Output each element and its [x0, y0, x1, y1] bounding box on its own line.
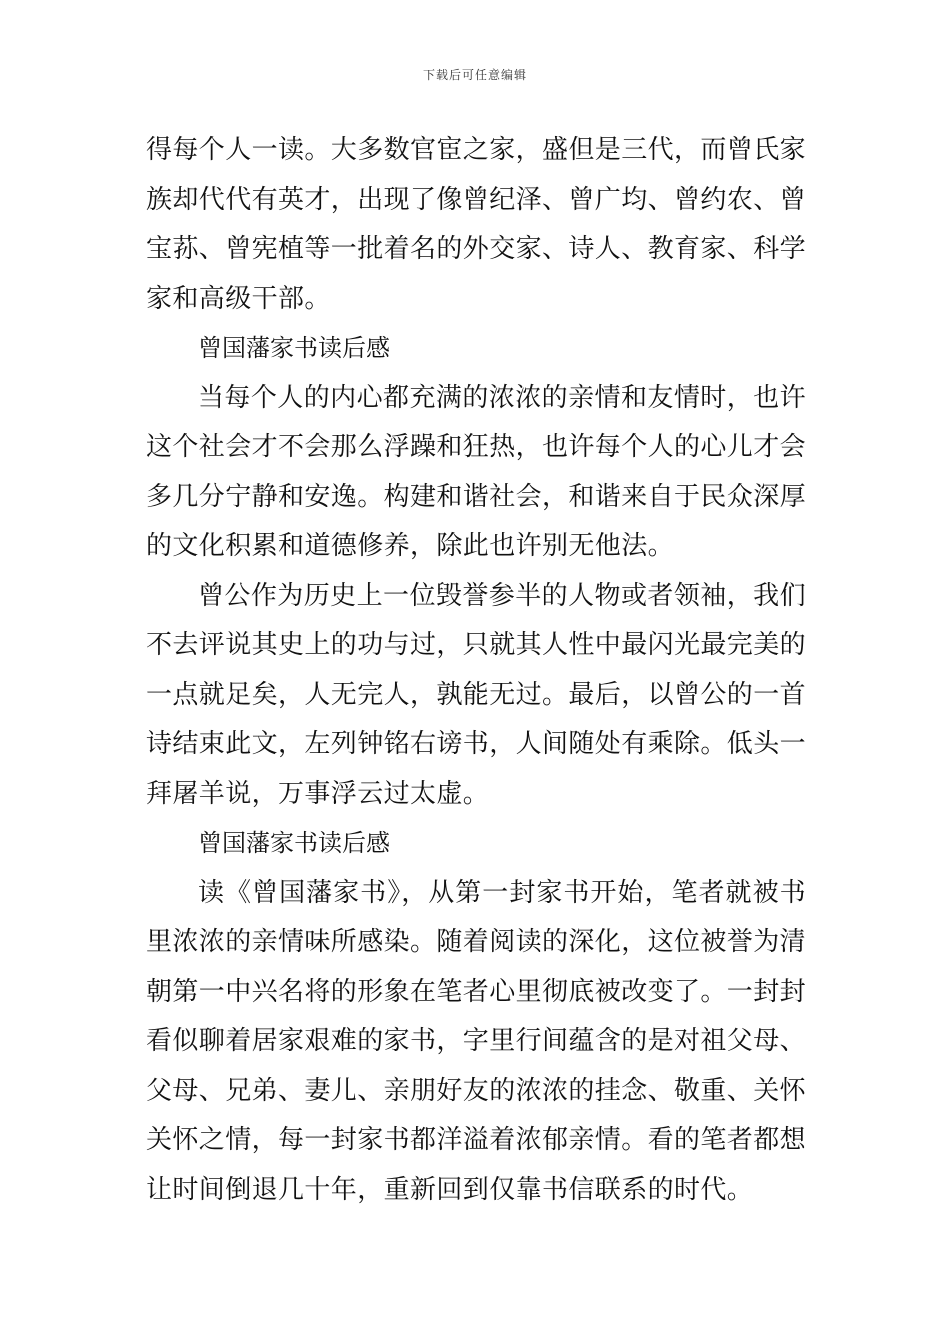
document-body	[146, 126, 806, 1215]
section-heading: 曾国藩家书读后感	[198, 334, 390, 362]
paragraph: 当每个人的内心都充满的浓浓的亲情和友情时，也许这个社会才不会那么浮躁和狂热，也许每个人的心儿才会多几分宁静和安逸。构建和谐社会，和谐来自于民众深厚的文化积累和道德修养，除此也许别无他法。	[146, 382, 807, 561]
section-heading: 曾国藩家书读后感	[198, 829, 390, 857]
paragraph-continuation: 得每个人一读。大多数官宦之家，盛但是三代，而曾氏家族却代代有英才，出现了像曾纪泽、曾广均、曾约农、曾宝荪、曾宪植等一批着名的外交家、诗人、教育家、科学家和高级干部。	[146, 135, 807, 314]
paragraph: 读《曾国藩家书》，从第一封家书开始，笔者就被书里浓浓的亲情味所感染。随着阅读的深化，这位被誉为清朝第一中兴名将的形象在笔者心里彻底被改变了。一封封看似聊着居家艰难的家书，字里行间蕴含的是对祖父母、父母、兄弟、妻儿、亲朋好友的浓浓的挂念、敬重、关怀关怀之情，每一封家书都洋溢着浓郁亲情。看的笔者都想让时间倒退几十年，重新回到仅靠书信联系的时代。	[146, 877, 807, 1205]
paragraph: 曾公作为历史上一位毁誉参半的人物或者领袖，我们不去评说其史上的功与过，只就其人性中最闪光最完美的一点就足矣，人无完人，孰能无过。最后，以曾公的一首诗结束此文，左列钟铭右谤书，人间随处有乘除。低头一拜屠羊说，万事浮云过太虚。	[146, 580, 807, 809]
header-note: 下载后可任意编辑	[422, 68, 527, 82]
